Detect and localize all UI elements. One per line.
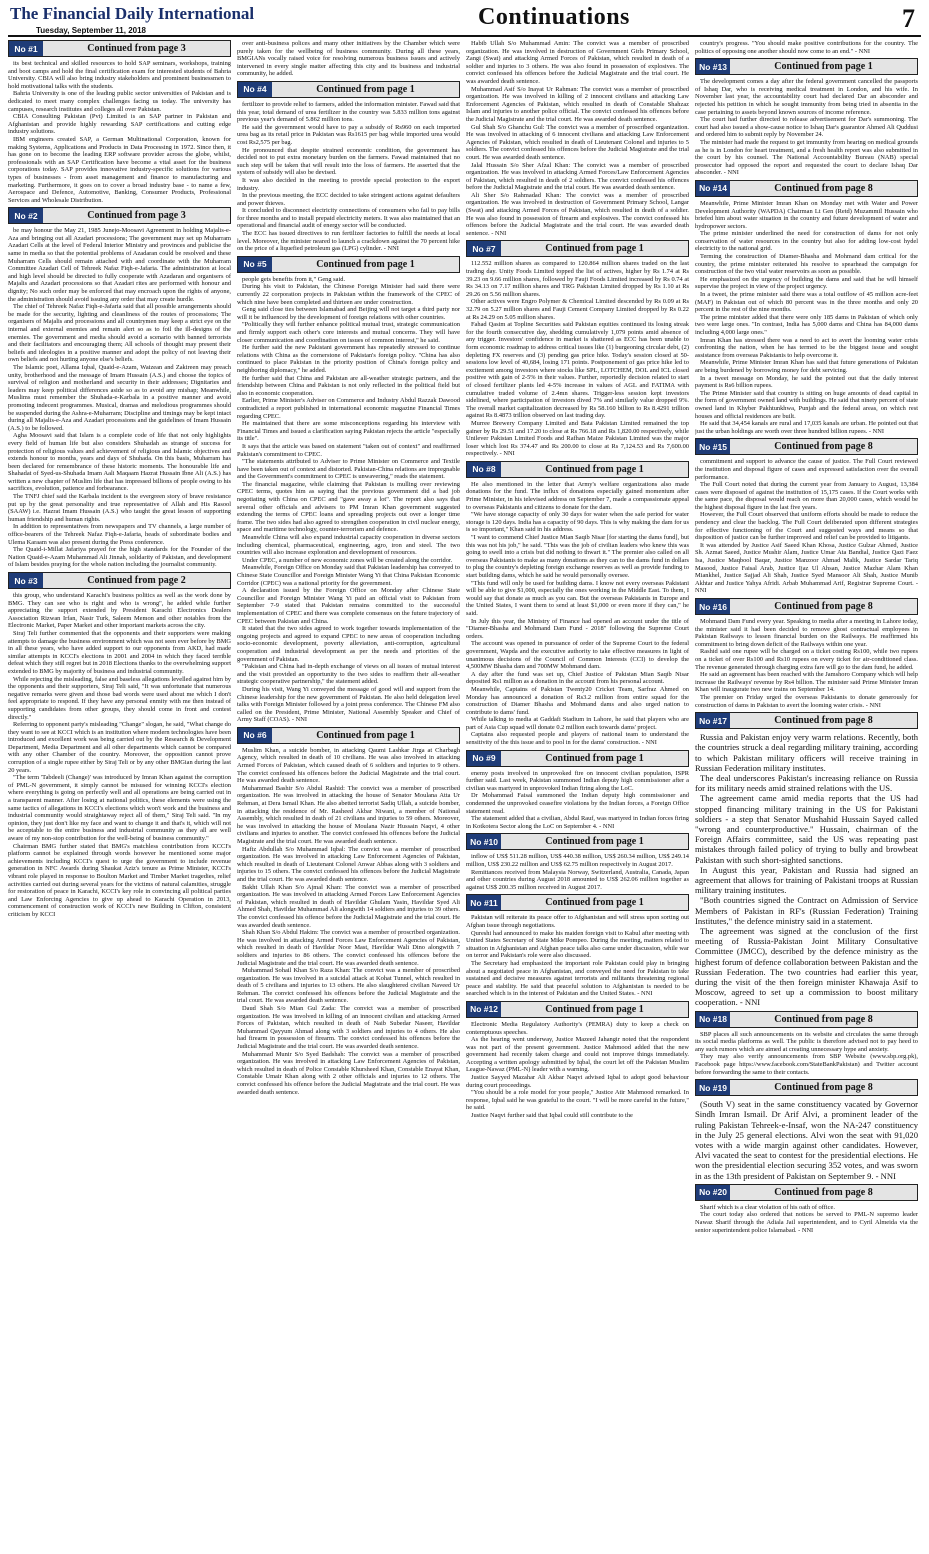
paragraph: 112.552 million shares as compared to 120.864 million shares traded on the last trading day. Unity Foods Limited topped the list of actives, higher by Rs 1.74 at Rs 39.23 on 9.66 million shares, followed by Fauji Foods Limited increased by Rs 0.74 at Rs 34.13 on 7.17 million shares and TRG Pakistan Limited dropped by Rs 1.10 at Rs 29.26 on 5.56 million shares. [466, 260, 689, 298]
paragraph: A day after the fund was set up, Chief Justice of Pakistan Mian Saqib Nisar deposited Rs1 million as a donation in the account from his personal account. [466, 670, 689, 686]
paragraph: The financial magazine, while claiming that Pakistan is mulling over reviewing CPEC terms, quotes him as saying that the previous government did a bad job negotiating with China on CPEC and "gave away a lot". The report also says that several other officials and advisers to PM Imran Khan government suggested extending the terms of CPEC loans and spreading projects out over a longer time frame. The two sides had also agreed to strengthen cooperation in civil nuclear energy, space and maritime technology, counter-terrorism and defence. [237, 480, 460, 534]
story-body [237, 101, 460, 253]
paragraph: "The statements attributed to Adviser to Prime Minister on Commerce and Textile have been taken out of context and distorted. Pakistan-China relations are impregnable and the Government's commitment to CPEC is unwavering," reads the statement. [237, 458, 460, 481]
continued-label: Continued from page 1 [501, 241, 688, 256]
story-body [695, 200, 918, 435]
publication-name: The Financial Daily International [10, 4, 255, 23]
paragraph: be may honour the May 21, 1985 Junejo-Moosavi Agreement in holding Majalis-e-Aza and bringing out all Azadari processions; The government may set up Muharram Azadari Cells at the level of Federal Interior Ministry and provinces and publicise the same in media so that the potential problems of Azadaran could be resolved and these Muharram Cells should remain attached with and coordinate with the Muharram Committee Azadari Cell of Tehreek Nafaz Fiqh-e-Jafaria. The administration at local and high level should be directed to fully cooperate with Azadaran and organisers of Majalis and Azadari processions so that Azadari rites are performed with honour and dignity; No such order may be enforced that may encroach upon the rights of anyone, the administration should avoid issuing any order that may create hurdle. [8, 227, 231, 303]
continued-label: Continued from page 8 [730, 599, 917, 614]
paragraph: He further said the new Pakistani government has repeatedly stressed to continue relations with China as the cornerstone of Pakistan's foreign policy. "China has also continued to place Pakistan in the priority position of China's foreign policy and neighboring diplomacy," he added. [237, 344, 460, 374]
story [695, 1079, 918, 1181]
story [237, 40, 460, 78]
story-header [695, 438, 918, 455]
story-number: No #7 [467, 241, 501, 256]
continued-label: Continued from page 3 [43, 208, 230, 223]
paragraph: The prime minister underlined the need for construction of dams for not only conservation of water resources in the country but also for adding low-cost hydel electricity to the national grid. [695, 230, 918, 253]
story-header [695, 598, 918, 615]
story-number: No #3 [9, 573, 43, 588]
paragraph: "We have storage capacity of only 30 days for water when the safe period for water storage is 120 days. India has a capacity of 90 days. This is why making the dam for us is so important," Khan said in his address. [466, 511, 689, 534]
story-header [466, 1001, 689, 1018]
paragraph: The statement added that a civilian, Abdul Rauf, was martyred in Indian forces firing in Kotkotera Sector along the LoC on September 4. - NNI [466, 815, 689, 830]
paragraph: It was attended by Justice Asif Saeed Khan Khosa, Justice Gulzar Ahmed, Justice Sh. Azmat Saeed, Justice Mushir Alam, Justice Umar Ata Bandial, Justice Qazi Faez Isa, Justice Maqbool Baqar, Justice Manzoor Ahmad Malik, Justice Sardar Tariq Masood, Justice Faisal Arab, Justice Ijaz Ul Ahsan, Justice Mazhar Alam Khan Miankhel, Justice Sajjad Ali Shah, Justice Syed Mansoor Ali Shah, Justice Munib Akhtar and Justice Yahya Afridi. Arbab Muhammad Arif, Registrar Supreme Court. - NNI [695, 541, 918, 595]
paragraph: The ECC has issued directives to run fertilizer factories to fulfill the needs at local level. Moreover, the minister neared to launch a crackdown against the 70 percent hike on the price of a liquefied petroleum gas (LPG) cylinder. - NNI [237, 230, 460, 253]
paragraph: "Pakistan and China had in-depth exchange of views on all issues of mutual interest and the visit provided an opportunity to the two sides to reaffirm their all-weather strategic cooperative partnership," the statement added. [237, 663, 460, 686]
continued-label: Continued from page 8 [730, 1012, 917, 1027]
paragraph: Meanwhile, Prime Minister Imran Khan has said that future generations of Pakistan are being burdened by borrowing money for debt servicing. [695, 359, 918, 374]
continued-label: Continued from page 8 [730, 1080, 917, 1095]
story-body [695, 458, 918, 595]
continued-label: Continued from page 1 [272, 82, 459, 97]
story-body [466, 481, 689, 747]
story [695, 40, 918, 55]
paragraph: Muhammad Bashir S/o Abdul Rashid: The convict was a member of proscribed organization. He was involved in attacking the house of Senator Moulana Atta Ur Rehman, at Dera Ismail Khan. He also abetted terrorist Sadiq Ullah, a suicide bomber, in attacking the residence of Mr. Rasheed Akbar Niwani, a member of National Assembly, which resulted in death of 21 civilians and injuries to 59 others. Moreover, he was involved in attacking the house of Moulana Nazir Hussain Naqvi, 4 other civilians and injuries to another. The convict confessed his offences before the Judicial Magistrate and the trial court. He was awarded death sentence. [237, 784, 460, 845]
story-body [695, 1099, 918, 1181]
paragraph: Referring to opponent party's misleading "Change" slogan, he said, "What change do they want to see at KCCI which is an institution where modern technologies have been introduced and excellent work was being carried out by the Research & Development Department, Media Department and all other departments which cannot be compared with any other Chamber of the country. Moreover, the opposition cannot prove corruption of a single rupee either by Siraj Teli or by any other BMGian during the last 20 years. [8, 721, 231, 774]
story [237, 727, 460, 1096]
paragraph: Earlier, Prime Minister's Adviser on Commerce and Industry Abdul Razzak Dawood contradicted a report published in international economic magazine Financial Times regarding CPEC. [237, 397, 460, 420]
story-number: No #10 [467, 834, 501, 849]
story-number: No #11 [467, 895, 501, 910]
story-header [695, 1011, 918, 1028]
paragraph: Qureshi had announced to make his maiden foreign visit to Kabul after meeting with United States Secretary of State Mike Pompeo. During the meeting, matters related to situation in Afghanistan and Afghan peace talks also came under discussion, while war on terror and Pakistan's role were also discussed. [466, 929, 689, 960]
paragraph: Electronic Media Regulatory Authority's (PEMRA) duty to keep a check on contemptuous speeches. [466, 1020, 689, 1036]
story [466, 1001, 689, 1120]
story-body [466, 853, 689, 891]
column-4 [695, 40, 918, 1548]
paragraph: The minister had made the request to get immunity from hearing on medical grounds as he is in London for heart treatment, and a fresh health report was also submitted in the court by his counsel. The National Accountability Bureau (NAB) special prosecutor had opposed the report and requested the court to declare Ishaq Dar absconder. - NNI [695, 138, 918, 177]
paragraph: He further said that China and Pakistan are all-weather strategic partners, and the friendship between China and Pakistan is not only reflected in the political field but also in economic cooperation. [237, 374, 460, 397]
continued-label: Continued from page 1 [730, 59, 917, 74]
paragraph: Gul Shah S/o Ghanchu Gul: The convict was a member of proscribed organization. He was involved in attacking of 6 innocent civilians and attacking Law Enforcement Agencies of Pakistan, which resulted in death of Lieutenant Colonel and injuries to 5 soldiers. The convict confessed his offences before the Judicial Magistrate and the trial court. He was awarded death sentence. [466, 123, 689, 161]
paragraph: Meanwhile, Foreign Office on Monday said that Pakistan leadership has conveyed to Chinese State Councillor and Foreign Minister Wang Yi that China Pakistan Economic Corridor (CPEC) was a national priority for the government. [237, 564, 460, 587]
paragraph: He said the government would have to pay a subsidy of Rs960 on each imported urea bag as its retail price in Pakistan was Rs1615 per bag while imported urea would cost Rs2,575 per bag. [237, 123, 460, 146]
paragraph: He pronounced that despite strained economic condition, the government has decided not to put extra monetary burden on the farmers. Fawad maintained that no such step will be taken that will result into the loss of farmers. He asserted that the system of subsidy will also be devised. [237, 146, 460, 177]
continued-label: Continued from page 2 [43, 573, 230, 588]
paragraph: commitment and support to advance the cause of justice. The Full Court reviewed the institution and disposal figure of cases and expressed satisfaction over the overall performance. [695, 458, 918, 481]
paragraph: Russia and Pakistan enjoy very warm relations. Recently, both the countries struck a deal regarding military training, according to which Pakistan military officers will receive training in Russian Federation military institutes. [695, 732, 918, 773]
page-number: 7 [902, 4, 915, 33]
paragraph: Under CPEC, a number of new economic zones will be created along the corridor. [242, 556, 453, 564]
paragraph: Bahria University is one of the leading public sector universities of Pakistan and is dedicated to meet many complex challenges facing us today. The university has campuses, research institutes and colleges all over Pakistan. [8, 90, 231, 113]
story-number: No #9 [467, 751, 501, 766]
story-body [695, 618, 918, 709]
story-number: No #13 [696, 59, 730, 74]
paragraph: In a tweet message on Monday, he said the pointed out that the daily interest payment is Rs6 billion rupees. [695, 374, 918, 390]
story [695, 438, 918, 595]
story-number: No #4 [238, 82, 272, 97]
paragraph: Ali Sher S/o Rahmadad Khan: The convict was a member of proscribed organization. He was involved in destruction of Government Primary School, Langar (Swat) and attacking Armed Forces of Pakistan, which resulted in death of a soldier. He was also found in possession of firearm and explosives. The convict confessed his offences before the Judicial Magistrate and the trial court. He was awarded death sentence. - NNI [466, 191, 689, 237]
masthead [8, 4, 921, 34]
story-body [466, 260, 689, 457]
story-number: No #16 [696, 599, 730, 614]
story-header [695, 712, 918, 729]
paragraph: The Islamic poet, Allama Iqbal, Quaid-e-Azam, Waizean and Zakireen may preach unity, brotherhood and the message of Imam Hussain (A.S.) and choose the topics of survival of religion and motherland and security in their addresses; Dignitaries and leaders may keep political differences aside so as to avoid any mishap; Meanwhile, Muslims must remember the Shuhada-e-Karbala in a positive manner and avoid promoting indecent programmes. Musical, dramas and melodious programmes should be suspended during the Ashra-e-Muharram; Discipline and timings may be kept intact during all Majalis-e-Aza and Azadari processions and the guidelines of Imam Hussain (A.S.) to be followed. [8, 363, 231, 432]
story-body [695, 78, 918, 177]
story-body [8, 592, 231, 919]
continued-label: Continued from page 3 [43, 41, 230, 56]
paragraph: A declaration issued by the Foreign Office on Monday after Chinese State Councillor and Foreign Minister Wang Yi paid an official visit to Pakistan from September 7-9 stated that Pakistan remains committed to the successful implementation of CPEC and there was complete consensus on the future trajectory of CPEC between Pakistan and China. [237, 587, 460, 625]
paragraph: The account was opened in pursuance of order of the Supreme Court to the federal government, Wapda and the executive authority to take effective measures in light of unanimous decisions of the Council of Common Interests (CCI) to develop the 4,500MW Bhasha dam and 700MW Mohmand dam. [466, 640, 689, 671]
story-header [8, 207, 231, 224]
paragraph: Fahad Qasim at Topline Securities said Pakistan equities continued its losing streak for the fourth consecutive day, shedding cumulatively 1,079 points amid absence of any trigger. Investors' confidence in market is shattered as ECC has been unable to form economic roadmap to address critical issues like (1) burgeoning circular debt, (2) depleting FX reserves and (3) pending gas price hike. Today's session closed at 50-sessions low level of 40,684, losing 171 points. Postponement of gas price hike led to excitement among investors where stocks like SPL, LOTCHEM, DOL and ICL closed positive with gain of 2-5% in their values. Further, reportedly decision related to start of closed fertilizer plants led 4-5% increase in values of AGL and FATIMA with cumulative traded volume of 2.4mn shares. Trigger-less session kept investors sidelined, where participation of investors dived 7% and similarly value dropped 9%. The overall market capitalization decreased by Rs 58.160 billion to Rs 8.4291 trillion against Rs 8.4873 trillion observed on last trading day. [466, 321, 689, 420]
paragraph: people gets benefits from it," Geng said. [242, 275, 346, 283]
story-number: No #2 [9, 208, 43, 223]
story-body [466, 914, 689, 998]
continued-label: Continued from page 1 [272, 257, 459, 272]
paragraph: They may also verify announcements from SBP Website (www.sbp.org.pk), Facebook page https://www.facebook.com/StateBankPakistan) and Twitter account before forwarding the same to their contacts. [695, 1053, 918, 1076]
paragraph: Jalal Hussain S/o Sher Afzal Khan: The convict was a member of proscribed organization. He was involved in attacking Armed Forces/Law Enforcement Agencies of Pakistan, which resulted in death of 2 soldiers. The convict confessed his offences before the Judicial Magistrate and the trial court. He was awarded death sentence. [466, 161, 689, 192]
paragraph: Mohmand Dam Fund every year. Speaking to media after a meeting in Lahore today, the minister said it had been decided to remove ghost contractual employees in Pakistan Railways to lessen financial burden on the Railways. He reaffirmed his commitment to bring down deficit of the Railways within one year. [695, 618, 918, 648]
paragraph: CBIA Consulting Pakistan (Pvt) Limited is an SAP partner in Pakistan and Afghanistan and provide highly rewarding SAP certifications and cutting edge industry solutions. [8, 113, 231, 136]
paragraph: Daud Shah S/o Mian Gul Zada: The convict was a member of proscribed organization. He was involved in killing of an innocent civilian and attacking Armed Forces of Pakistan, which resulted in death of Naib Subedar Naseer, Havildar Muhammad Qayyum Ahmad along with 3 soldiers and injuries to 4 others. He also had firearm in possession of firearm. The convict confessed his offences before the Judicial Magistrate and the trial court. He was awarded death sentence. [237, 1005, 460, 1051]
continued-label: Continued from page 1 [501, 751, 688, 766]
paragraph: Muhammad Munir S/o Syed Badshah: The convict was a member of proscribed organization. He was involved in attacking Law Enforcement Agencies of Pakistan, which resulted in death of Police Constable Khursheed Khan, Constable Enayat Khan, Constable Umair Khan along with 2 other officials and injuries to 12 others. The convict confessed his offence before the Judicial Magistrate and the trial court. He was awarded death sentence. [237, 1050, 460, 1096]
story-body [466, 770, 689, 831]
story-header [695, 58, 918, 75]
paragraph: Chairman BMG further stated that BMG's matchless contribution from KCCI's platform cannot be explained through words however he mentioned some major achievements including KCCI's quest to urge the government to include revenue generation in NFC Awards during Shaukat Aziz's tenure as Prime Minister, KCCI's vibrant role played in response to Boulton Market and Timber Market tragedies, relief activities carried out during several years for the victims of natural calamities, struggle for restoration of peace in Karachi, KCCI's key role in convincing all political parties and Law Enforcing Agencies to give up ahead to Karachi Operation in 2013, commencement of construction work of KCCI's new Building in Clifton, consistent criticism by KCCI [8, 842, 231, 918]
column-3 [466, 40, 689, 1548]
continued-label: Continued from page 8 [730, 439, 917, 454]
continued-label: Continued from page 1 [501, 834, 688, 849]
section-title: Continuations [478, 4, 630, 30]
paragraph: Murree Brewery Company Limited and Bata Pakistan Limited remained the top gainer by Rs 29.51 and 17.20 to close at Rs 766.18 and Rs 1,820.00 respectively, while Unilever Pakistan Limited Foods and Rafhan Maize Pakistan Limited was the major loser which lost Rs 374.47 and Rs 200.00 to close at Rs 7,124.53 and Rs 7,600.00 respectively. - NNI [466, 419, 689, 458]
story-body [8, 60, 231, 204]
paragraph: During his visit to Pakistan, the Chinese Foreign Minister had said there were currently 22 corporation projects in Pakistan within the framework of the CPEC of which nine have been completed and thirteen are under construction. [237, 283, 460, 306]
paragraph: Meanwhile, Captains of Pakistan Twenty20 Cricket Team, Sarfraz Ahmed on Monday has announced a donation of Rs3.2 million from entire squad for the construction of Diamer Bhasha and Mohmand dams and also urged nation to contribute to dams' fund. [466, 685, 689, 716]
paragraph: "I want to commend Chief Justice Mian Saqib Nisar [for starting the dams fund], but this was not his job," he said. "This was the job of civilian leaders who knew this was going to swell into a crisis but did nothing to thwart it." The premier also called on all overseas Pakistanis to make as many donations as they can to the dams fund in dollars to plug the country's depleting foreign exchange reserves as well as provide funding to start building dams, which he said he would personally oversee. [466, 534, 689, 579]
story-header [237, 81, 460, 98]
story [695, 58, 918, 177]
paragraph: It concluded to disconnect electricity connections of consumers who fail to pay bills for three months and to install prepaid electricity meters. It was also maintained that an operational and financial audit of energy sector will be conducted. [237, 207, 460, 230]
paragraph: country's progress. "You should make positive contributions for the country. The politics of opposing one another should now come to an end." - NNI [695, 40, 918, 55]
story-number: No #20 [696, 1185, 730, 1200]
paragraph: Hafiz Abdullah S/o Muhammad Iqbal: The convict was a member of proscribed organization. He was involved in attacking Law Enforcement Agencies of Pakistan, which resulted in death of Lieutenant Colonel Anwar Abbas along with 3 soldiers and injuries to 15 others. The convict confessed his offences before the Judicial Magistrate and the trial court. He was awarded death sentence. [237, 845, 460, 883]
paragraph: "The term 'Tabdeeli (Change)' was introduced by Imran Khan against the corruption of PML-N government, it simply cannot be misused for winning KCCI's election where everything is going on perfectly well and all operations are being carried out in a transparent manner. After losing at national politics, these elements were using the same tactics of allegations in KCCI's elections which won't work and the business and industrial community would straightaway reject all of them," Siraj Teli said. "In my opinion, they just don't like my face and want to change it and that's it, which will not be acceptable to the entire business and industrial community as they all are well aware of my non-stop contribution for the well-being of business community." [8, 774, 231, 842]
paragraph: The Prime Minister said that country is sitting on huge amounts of dead capital in the form of government owned land with buildings. He said that ninety percent of state owned land in Khyber Pakhtunkhwa, Punjab and the federal areas, on which rest houses and official residences are built. [695, 389, 918, 420]
story [695, 598, 918, 709]
paragraph: (South V) seat in the same constituency vacated by Governor Sindh Imran Ismail. Dr Arif Alvi, a prominent leader of the ruling Pakistan Tehreek-e-Insaf, won the NA-247 constituency in the July 25 general elections. Alvi won the seat with 91,020 votes with a wide margin against other candidates. However, Alvi vacated the seat to contest for the presidential elections. He won the presidential election securing 352 votes, and was sworn in as the 13th president of Pakistan on September 9. - NNI [695, 1099, 918, 1181]
story-header [8, 572, 231, 589]
story-header [695, 1184, 918, 1201]
paragraph: its best technical and skilled resources to hold SAP seminars, workshops, training and boot camps and hold the final certification exam for interested students of Bahria University. CBIA will also bring industry stakeholders and prominent businessmen to hold motivational talks with the students. [8, 60, 231, 90]
paragraph: Muhammad Asif S/o Inayat Ur Rahman: The convict was a member of proscribed organization. He was involved in killing of 2 innocent civilians and attacking Law Enforcement Agencies of Pakistan, which resulted in death of Constable Shahzaz Islam and injuries to another police official. The convict confessed his offences before the Judicial Magistrate and the trial court. He was awarded death sentence. [466, 85, 689, 123]
story-number: No #15 [696, 439, 730, 454]
paragraph: While rejecting the misleading, false and baseless allegations levelled against him by the opponents and their supporters, Siraj Teli said, "It was unfortunate that numerous negative remarks were given and those bad words were used about me which I don't feel appropriate to respond. If they have any personal enmity with me then instead of supporting candidates from other groups, they should come in front and contest directly." [8, 675, 231, 721]
story-number: No #17 [696, 713, 730, 728]
masthead-rule [8, 35, 921, 37]
paragraph: Bakht Ullah Khan S/o Ajmal Khan: The convict was a member of proscribed organization. He was involved in attacking Armed Forces Law Enforcement Agencies of Pakistan, which resulted in death of Havildar Ghulam Yasin, Havildar Syed Ali Ahmed Shah, Havildar Muhammad Ali alongwith 14 soldiers and injuries to 39 others. The convict confessed his offence before the Judicial Magistrate and the trial court. He was awarded death sentence. [237, 883, 460, 929]
story [466, 750, 689, 831]
paragraph: Habib Ullah S/o Muhammad Amin: The convict was a member of proscribed organization. He was involved in destruction of Government Girls Primary School, Zangi (Swat) and attacking Armed Forces of Pakistan, which resulted in death of a soldier and injuries to 3 others. He was also found in possession of explosives. The convict confessed his offences before the Judicial Magistrate and the trial court. He was awarded death sentence. [466, 40, 689, 85]
column-2 [237, 40, 460, 1548]
paragraph: "This fund will only be used for building dams. I know not every overseas Pakistani will be able to give $1,000, especially the ones working in the Middle East. To them, I would say that donate as much as you can. But the overseas Pakistanis in Europe and the United States, I want them to send at least $1,000 or even more if they can," he said. [466, 579, 689, 617]
paragraph: The premier on Friday urged the overseas Pakistanis to donate generously for construction of dams in Pakistan to avert the looming water crisis. - NNI [695, 693, 918, 709]
story-body [8, 227, 231, 569]
story-body [466, 1021, 689, 1120]
continued-label: Continued from page 1 [501, 1002, 688, 1017]
story-body [237, 747, 460, 1096]
story [695, 1011, 918, 1077]
story-header [466, 894, 689, 911]
paragraph: The prime minister added that there were only 185 dams in Pakistan of which only two were large ones. "In contrast, India has 5,000 dams and China has 84,000 dams including 4,000 large ones." [695, 313, 918, 336]
story-body [695, 1204, 918, 1234]
paragraph: The agreement was signed at the conclusion of the first meeting of Russia-Pakistan Joint Military Consultative Committee (JMCC), described by the defence ministry as the highest forum of defence collaboration between Pakistan and the Russian Federation. The two countries had earlier this year, during the visit of the then foreign minister Khawaja Asif to Moscow, agreed to set up a commission to boost military cooperation. - NNI [695, 925, 918, 1008]
continued-label: Continued from page 8 [730, 713, 917, 728]
story-number: No #6 [238, 728, 272, 743]
paragraph: Meanwhile, Prime Minister Imran Khan on Monday met with Water and Power Development Authority (WAPDA) Chairman Lt Gen (Retd) Muzammil Hussain who briefed him about water situation in the country and future development of water and hydropower sectors. [695, 199, 918, 230]
continued-label: Continued from page 8 [730, 181, 917, 196]
paragraph: Geng said close ties between Islamabad and Beijing will not target a third party nor will it be influenced by the development of foreign relations with other countries. [237, 306, 460, 321]
paragraph: While talking to media at Gaddafi Stadium in Lahore, he said that players who are part of Asia Cup squad will donate 0.2 million each towards dams' project. [466, 716, 689, 731]
paragraph: this group, who understand Karachi's business politics as well as the work done by BMG. They can see who is right and who is wrong", he added while further appreciating the support extended by President Karachi Electronics Dealers Association Rizwan Irfan, Nasir Turk, Saleem Memon and other notables from the Electronic Market, Paper Market and other important markets across the city. [8, 592, 231, 630]
story-body [237, 40, 460, 78]
paragraph: Agha Moosavi said that Islam is a complete code of life that not only highlights every field of human life but also considers Shuhadah as strange of success for protection of religious values and achievement of religious and Islamic objectives and extends honour to months, years and days of Shuhada. On this basis, Muharram has been declared for remembrance of these historic moments. The honourable life and Shahadat of Syed-us-Shuhada Imam Aali Maqaam Hazrat Hussain Ibne Ali (A.S.) has written a new chapter of Muslim life that has impressed billions of people owing to his sacrifices, evolution, patience and forbearance. [8, 432, 231, 493]
paragraph: "You should be a role model for your people," Justice Atir Mahmood remarked. In response, Iqbal said he was grateful to the court. "I will be more careful in the future," he said. [466, 1089, 689, 1112]
story-header [466, 240, 689, 257]
story-number: No #5 [238, 257, 272, 272]
paragraph: over anti-business polices and many other initiatives by the Chamber which were purely taken for the wellbeing of business community. During all these years, BMGIANs vocally raised voice for resolving numerous business issues and actively intervened in every single matter affecting this city and its business and industrial community, he added. [237, 40, 460, 78]
paragraph: However, the Full Court observed that uniform efforts should be made to reduce the pendency and clear the backlog. The Full Court deliberated upon different strategies for effective functioning of the Court and suggested ways and means so that disposition of justice can be further improved and relief can be provided to litigants. [695, 511, 918, 542]
paragraph: In a tweet, the prime minister said there was a total outflow of 45 million acre-feet (MAF) in Pakistan out of which 80 percent was in the three months and only 20 percent in the rest of the nine months. [695, 291, 918, 314]
paragraph: enemy posts involved in unprovoked fire on innocent civilian population, ISPR further said. Last week, Pakistan summoned Indian deputy high commissioner after a civilian was martyred in unprovoked Indian firing along the LoC. [466, 769, 689, 792]
paragraph: He said an agreement has been reached with the Jamshoro Company which will help increase the Railways' revenue by Rs4 billion. The minister said Prime Minister Imran Khan will inaugurate two new trains on September 14. [695, 671, 918, 694]
story [466, 461, 689, 747]
paragraph: During his visit, Wang Yi conveyed the message of good will and support from the Chinese leadership for the new government of Pakistan. He also held delegation level talks with Foreign Minister followed by a joint press conference. The Chinese FM also called on the President, Prime Minister, National Assembly Speaker and Chief of Army Staff (COAS). - NNI [237, 685, 460, 724]
paragraph: The TNFJ chief said the Karbala incident is the evergreen story of brave resistance put up by the great personality and true representative of Allah and His Rasool (SAAW) i.e. Hazrat Imam Hussain (A.S.) who taught the great lesson of supporting human friendship and human rights. [8, 493, 231, 523]
paragraph: The Full Court noted that during the current year from January to August, 13,384 cases were disposed of against the institution of 15,175 cases. If the Court works with the same pace, the disposal would reach on more than 20,000 cases, which would be the highest disposal figure in the last five years. [695, 481, 918, 511]
story-body [695, 1031, 918, 1077]
column-1 [8, 40, 231, 1548]
story [695, 180, 918, 435]
story-header [237, 256, 460, 273]
paragraph: Meanwhile China will also expand industrial capacity cooperation in diverse sectors including chemical, pharmaceutical, engineering, agro, iron and steel. The two countries will also increase exploration and development of resources. [237, 534, 460, 557]
paragraph: IBM engineers created SAP, a German Multinational Corporation, known for making Systems, Applications and Products in Data Processing in 1972. Since then, it has gone on to become the leading ERP software provider across the globe, whilst, professionals with an SAP Certification have become a vital asset for the business corporations today. SAP provides innovative industry-specific solutions for various types of businesses - from asset management and finance to manufacturing and marketing. Furthermore, it goes on to cover a broad industry base - to name a few, Aerospace and Defence, Automotive, Banking, Consumer Products, Professional Services and Wholesale Distribution. [8, 135, 231, 204]
paragraph: inflow of US$ 511.28 million, US$ 440.38 million, US$ 260.34 million, US$ 249.14 million, US$ 230.22 million and US$ 62.75 million respectively in August 2017. [466, 853, 689, 868]
continued-label: Continued from page 1 [501, 895, 688, 910]
paragraph: "Both countries signed the Contract on Admission of Service Members of Pakistan in RF's (Russian Federation) Training Institutes," the defence ministry said in a statement. [695, 895, 918, 926]
story-body [695, 732, 918, 1007]
story-body [695, 40, 918, 55]
story-header [695, 180, 918, 197]
paragraph: In addition to representatives from newspapers and TV channels, a large number of office-bearers of the Tehreek Nafaz Fiqh-e-Jafaria, heads of subordinate bodies and Ulema Karaam was also present during the Press conference. [8, 523, 231, 546]
paragraph: Siraj Teli further commented that the opponents and their supporters were making attempts to damage the business environment which was not seen ever before by BMG in all these years, who have added support to our opponents from AKD, had made similar attempts in KCCI's elections in 2001 and 2004 in which they faced terrible defeat which they still regret but in 2018 Elections thanks to the overwhelming support extended to BMG by majority of business and industrial community. [8, 629, 231, 675]
story-number: No #1 [9, 41, 43, 56]
article-columns [8, 40, 921, 1548]
paragraph: The Secretary had emphasized the important role Pakistan could play in bringing about a negotiated peace in Afghanistan, and conveyed the need for Pakistan to take sustained and decisive measures against terrorists and militants threatening regional peace and stability. He said that peaceful solution to Afghanistan is needed to be searched which is in the interest of Pakistan and the United States. - NNI [466, 959, 689, 998]
story-number: No #12 [467, 1002, 501, 1017]
paragraph: Shah Khan S/o Abdul Hakim: The convict was a member of proscribed organization. He was involved in attacking Armed Forces Law Enforcement Agencies of Pakistan, which resulted in death of Havildar Noor Mast, Havildar Wali Dino alongwith 7 soldiers and injuries to 86 others. The convict confessed his offences before the Judicial Magistrate and the trial court. He was awarded death sentence. [237, 929, 460, 967]
story-number: No #18 [696, 1012, 730, 1027]
story-header [8, 40, 231, 57]
paragraph: The court had further directed to release advertisement for Dar's summoning. The court had also issued a show-cause notice to Ishaq Dar's guarantor Ahmed Ali Quddusi and ordered him to submit reply by November 24. [695, 116, 918, 139]
continued-label: Continued from page 1 [501, 462, 688, 477]
paragraph: In July this year, the Ministry of Finance had opened an account under the title of "Diamer-Bhasha and Mohmand Dam Fund - 2018" following the Supreme Court orders. [466, 617, 689, 640]
paragraph: SBP places all such announcements on its website and circulates the same through its social media platforms as well. The public is therefore advised not to pay heed to any such rumors which are aimed at creating unnecessary hype and anxiety. [695, 1030, 918, 1053]
paragraph: The development comes a day after the federal government cancelled the passports of Ishaq Dar, who is receiving medical treatment in London, and his wife. In November last year, the accountability court had declared Dar an absconder and rejected his petition in which he sought immunity from being tried in absentia in the case pertaining to assets beyond known sources of income reference. [695, 78, 918, 116]
story [237, 81, 460, 253]
paragraph: He maintained that there are some misconceptions regarding his interview with Financial Times and issued a clarification saying Pakistan rejects the article "especially its title". [237, 420, 460, 443]
paragraph: He emphasized on the urgency of building the dams and said that he will himself supervise the project in view of the project urgency. [695, 275, 918, 291]
paragraph: Rashid said one rupee will be charged on a ticket costing Rs100, while two rupees on a ticket of over Rs100 and Rs10 rupees on every ticket for air-conditioned class. The revenue generated through charging extra fare will go to the dam fund, he added. [695, 648, 918, 671]
paragraph: As the hearing went underway, Justice Mazeed Jahangir noted that the respondent was not part of the present government. Justice Mahmood added that the new government had recently taken charge and could not improve things immediately. Accepting a written apology submitted by Iqbal, the court let off the Pakistan Muslim League-Nawaz (PML-N) leader with a warning. [466, 1036, 689, 1074]
paragraph: He also mentioned in the letter that Army's welfare organizations also made donations for the fund. The influx of donations especially gained momentum after Prime Minister, in his televised address on September 7, made a compassionate appeal to overseas Pakistanis and citizens to donate for the dam. [466, 480, 689, 511]
paragraph: In the previous meeting, the ECC decided to take stringent actions against defaulters and power thieves. [237, 192, 460, 207]
paragraph: Imran Khan has stressed there was a need to act to avert the looming water crisis confronting the nation, when he has termed to be the biggest issue and sought assistance from overseas Pakistanis to help overcome it. [695, 336, 918, 359]
continued-label: Continued from page 8 [730, 1185, 917, 1200]
story [8, 572, 231, 919]
paragraph: It stated that the two sides agreed to work together towards implementation of the ongoing projects and agreed to expand CPEC to new areas of cooperation including socio-economic development, poverty alleviation, anti-corruption, agricultural cooperation and industrial development as per the needs and priorities of the government of Pakistan. [237, 625, 460, 663]
paragraph: fertilizer to provide relief to farmers, added the information minister. Fawad said that this year, total demand of urea fertilizer in the country was 5.833 million tons against previous year's demand of 5.862 million tons. [237, 100, 460, 124]
paragraph: Terming the construction of Diamer-Bhasha and Mohmand dam critical for the country, the prime minister reiterated his resolve to spearhead the campaign for construction of the two vital water reservoirs as soon as possible. [695, 253, 918, 276]
story [466, 240, 689, 457]
paragraph: Captains also requested people and players of national team to understand the sensitivity of the this issue and to pool in for the dams' construction. - NNI [466, 731, 689, 747]
paragraph: The court today also ordered that notices be served to PML-N supremo leader Nawaz Sharif through the Adiala Jail superintendent, and to Cyril Almeida via the senior superintendent police Islamabad. - NNI [695, 1211, 918, 1234]
paragraph: The chief of Tehreek Nafaz Fiqh-e-Jafaria said that all possible arrangements should be made for the security, lighting and cleanliness of the routes of processions; The organisers of Majalis and processions and all countrymen may keep a strict eye on the internal and external enemies and remain alert so as to foil the ill-designs of the enemies. The government and media should avoid a scenario with banned terrorists and their facilitators and encouraging them; All schools of thought may present their beliefs and ideologies in a positive manner and adopt the policy of not leaving their own beliefs and not hurting anyone else's beliefs. [8, 303, 231, 364]
paragraph: Pakistan will reiterate its peace offer to Afghanistan and will stress upon sorting out Afghan issue through negotiations. [466, 914, 689, 929]
paragraph: It says that the article was based on statement "taken out of context" and reaffirmed Pakistan's commitment to CPEC. [237, 442, 460, 458]
paragraph: Muhammad Sohail Khan S/o Raza Khan: The convict was a member of proscribed organization. He was involved in a suicidal attack at Kohat Tunnel, which resulted in death of 5 civilians and injuries to 13 others. He also slaughtered civilian Naveed Ur Rehman. The convict confessed his offences before the Judicial Magistrate and the trial court. He was awarded death sentence. [237, 967, 460, 1005]
story-number: No #14 [696, 181, 730, 196]
paragraph: Sharif which is a clear violation of his oath of office. [700, 1203, 835, 1211]
paragraph: Justice Sayyed Mazahar Ali Akbar Naqvi advised Iqbal to adopt good behaviour during court proceedings. [466, 1074, 689, 1089]
story [695, 712, 918, 1007]
paragraph: Remittances received from Malaysia Norway, Switzerland, Australia, Canada, Japan and other countries during August 2018 amounted to US$ 262.06 million together as against US$ 200.35 million received in August 2017. [466, 868, 689, 891]
paragraph: Muslim Khan, a suicide bomber, in attacking Qaumi Lashkar Jirga at Charbagh Agency, which resulted in death of 10 civilians. He was also involved in attacking Armed Forces of Pakistan, which caused death of 6 soldiers and injuries to 9 others. The convict confessed his offences before the Judicial Magistrate and the trial court. He was awarded death sentence. [237, 746, 460, 785]
paragraph: He said that 34,454 kanals are rural and 17,035 kanals are urban. He pointed out that just the urban holdings are worth over three hundred billion rupees. - NNI [695, 420, 918, 435]
story-number: No #19 [696, 1080, 730, 1095]
paragraph: Dr Mohammad Faisal summoned the Indian deputy high commissioner and condemned the unprovoked ceasefire violations by the Indian forces, a Foreign Office statement read. [466, 792, 689, 815]
paragraph: Justice Naqvi further said that Iqbal could still contribute to the [471, 1112, 633, 1120]
story-header [466, 833, 689, 850]
paragraph: The agreement came amid media reports that the US had stopped financing military training in the US for Pakistani soldiers - a step that Senator Mushahid Hussain Sayed called "wrong and counterproductive." Hussain, chairman of the Foreign Affairs committee, said the US was repeating past mistakes through failed policy of trying to bully and browbeat Pakistan with such short-sighted sanctions. [695, 793, 918, 865]
story [8, 207, 231, 569]
story-body [237, 276, 460, 724]
paragraph: In August this year, Pakistan and Russia had signed an agreement that allows for training of Pakistani troops at Russian military training institutes. [695, 864, 918, 896]
story [695, 1184, 918, 1234]
paragraph: Other actives were Engro Polymer & Chemical Limited descended by Rs 0.09 at Rs 32.79 on 5.27 million shares and Fauji Cement Company Limited dropped by Rs 0.22 at Rs 24.29 on 5.05 million shares. [466, 298, 689, 321]
paragraph: It was also decided in the meeting to provide special protection to the export industry. [237, 176, 460, 192]
story [8, 40, 231, 204]
story-body [466, 40, 689, 237]
paragraph: The deal underscores Pakistan's increasing reliance on Russia for its military needs amid strained relations with the US. [695, 772, 918, 794]
story-header [466, 461, 689, 478]
story-header [466, 750, 689, 767]
paragraph: "Politically they will further enhance political mutual trust, strategic communication and firmly support each other's core interests and mutual concerns. They will have closer communication and coordination on issues of common interest," he said. [237, 321, 460, 344]
story [237, 256, 460, 724]
story [466, 40, 689, 237]
paragraph: The Quaid-i-Millat Jafariya prayed for the high standards for the Founder of the Nation Quaid-e-Azam Muhammad Ali Jinnah, solidarity of Pakistan, and development of Islam besides praying for the whole nation including the journalist community. [8, 546, 231, 569]
story-header [237, 727, 460, 744]
continued-label: Continued from page 1 [272, 728, 459, 743]
issue-date: Tuesday, September 11, 2018 [36, 26, 146, 35]
story-number: No #8 [467, 462, 501, 477]
story-header [695, 1079, 918, 1096]
story [466, 894, 689, 998]
story [466, 833, 689, 891]
